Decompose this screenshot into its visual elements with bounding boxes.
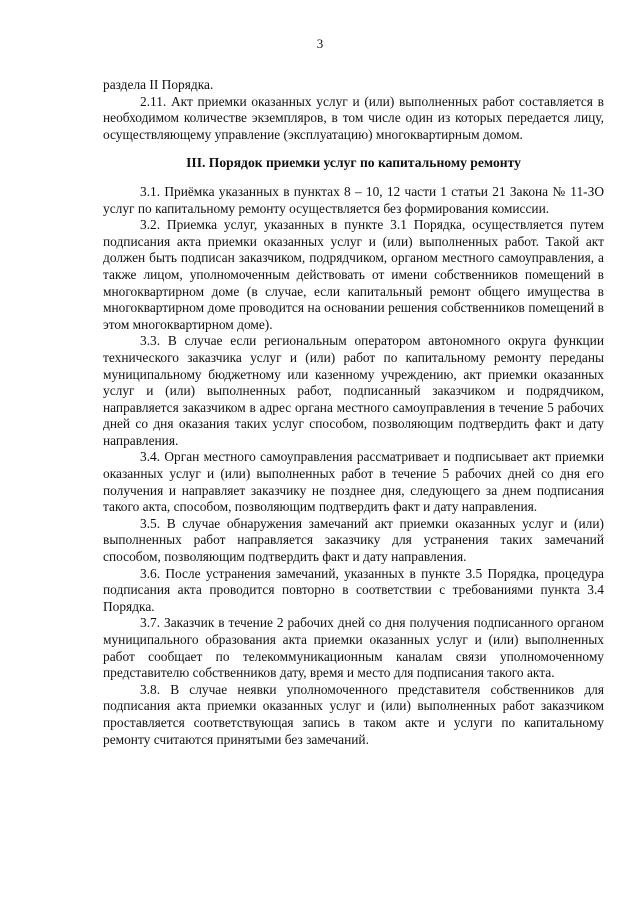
- section-3-heading: III. Порядок приемки услуг по капитальному ремонту: [186, 155, 521, 171]
- page-number: 3: [316, 36, 324, 51]
- paragraph-3-1: 3.1. Приёмка указанных в пунктах 8 – 10, 12 части 1 статьи 21 Закона № 11-ЗО услуг по капитальному ремонту осуществляется без формирования комиссии.: [103, 183, 604, 216]
- paragraph-3-3: 3.3. В случае если региональным оператором автономного округа функции технического заказчика услуг и (или) работ по капитальному ремонту переданы муниципальному бюджетному или казенному учреждению, акт приемки оказанных услуг и (или) выполненных работ, подписанный заказчиком и подрядчиком, направляется заказчиком в адрес органа местного самоуправления в течение 5 рабочих дней со дня оказания таких услуг способом, позволяющим подтвердить факт и дату направления.: [103, 333, 604, 448]
- paragraph-2-11: 2.11. Акт приемки оказанных услуг и (или) выполненных работ составляется в необходимом количестве экземпляров, в том числе один из которых передается лицу, осуществляющему управление (эксплуатацию) многоквартирным домом.: [103, 93, 604, 142]
- paragraph-3-8: 3.8. В случае неявки уполномоченного представителя собственников для подписания акта приемки оказанных услуг и (или) выполненных работ заказчиком проставляется соответствующая запись в таком акте и услуги по капитальному ремонту считаются принятыми без замечаний.: [103, 681, 604, 747]
- paragraph-3-6: 3.6. После устранения замечаний, указанных в пункте 3.5 Порядка, процедура подписания акта проводится повторно в соответствии с требованиями пункта 3.4 Порядка.: [103, 565, 604, 614]
- paragraph-3-2: 3.2. Приемка услуг, указанных в пункте 3.1 Порядка, осуществляется путем подписания акта приемки оказанных услуг и (или) выполненных работ. Такой акт должен быть подписан заказчиком, подрядчиком, органом местного самоуправления, а также лицом, уполномоченным действовать от имени собственников помещений в многоквартирном доме (в случае, если капитальный ремонт общего имущества в многоквартирном доме проводится на основании решения собственников помещений в этом многоквартирном доме).: [103, 217, 604, 332]
- paragraph-3-4: 3.4. Орган местного самоуправления рассматривает и подписывает акт приемки оказанных услуг и (или) выполненных работ в течение 5 рабочих дней со дня его получения и направляет заказчику не позднее дня, следующего за днем подписания такого акта, способом, позволяющим подтвердить факт и дату направления.: [103, 449, 604, 515]
- section-continuation: раздела II Порядка.: [103, 77, 214, 92]
- paragraph-3-7: 3.7. Заказчик в течение 2 рабочих дней со дня получения подписанного органом муниципального образования акта приемки оказанных услуг и (или) выполненных работ сообщает по телекоммуникационным каналам связи уполномоченному представителю собственников дату, время и место для подписания такого акта.: [103, 615, 604, 681]
- paragraph-3-5: 3.5. В случае обнаружения замечаний акт приемки оказанных услуг и (или) выполненных работ направляется заказчику для устранения таких замечаний способом, позволяющим подтвердить факт и дату направления.: [103, 515, 604, 565]
- document-body: [103, 77, 604, 748]
